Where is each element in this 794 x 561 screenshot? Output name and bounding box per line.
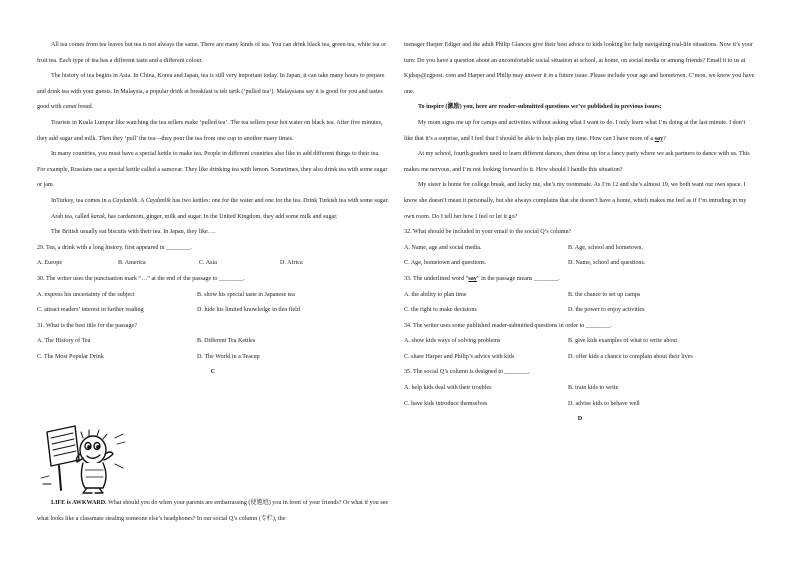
paragraph: My mom signs me up for camps and activities without asking what I want to do. I only learn what I’m doing at the last minute. I don’t like that it’s a surprise, and I feel that I should be able to help plan my time. How can I have more of a say?: [404, 119, 746, 142]
options-35: [404, 397, 756, 413]
paragraph: The history of tea begins in Asia. In China, Korea and Japan, tea is still very important today. In Japan, it can take many hours to prepare and drink tea with your guests. In Malaysia, a popular drink at breakfast is teh tarik (‘pulled tea’). Malaysians say it is good for you and tastes good with canai bread.: [37, 73, 385, 111]
paragraph: Arab tea, called karak, has cardamom, ginger, milk and sugar. In the United Kingdom, they add some milk and sugar.: [51, 213, 338, 220]
option: D. Africa: [280, 260, 303, 267]
option: C. share Harper and Philip’s advice with kids: [404, 353, 515, 360]
option: C. attract readers’ interest in further reading: [37, 307, 144, 314]
option: D. Name, school and questions.: [568, 260, 646, 267]
options-31: [37, 350, 389, 366]
option: A. the ability to plan time: [404, 291, 467, 298]
question-30: 30. The writer uses the punctuation mark “…” at the end of the passage to ________.: [37, 275, 245, 282]
paragraph: InTurkey, tea comes in a Caydanlik. A Caydanlik has two kettles: one for the water and one for the tea. Drink Turkish tea with some sugar.: [51, 197, 389, 204]
option: A. help kids deal with their troubles: [404, 385, 492, 392]
option: B. show his special taste in Japanese tea: [197, 291, 295, 298]
paragraph: Tourists in Kuala Lumpur like watching the tea sellers make ‘pulled tea’. The tea sellers pour hot water on black tea. After five minutes, they add sugar and milk. Then they ‘pull’ the tea—they pour the tea from one cup to another many times.: [37, 119, 383, 142]
options-33: [404, 303, 756, 319]
question-32: 32. What should be included in your email to the social Q’s column?: [404, 229, 572, 236]
passage-c-intro: [37, 496, 389, 527]
paragraph: LIFE is AWKWARD. What should you do when your parents are embarrassing (使尴尬) you in front of your friends? Or what if you see what looks like a classmate stealing someone else’s headphones? In our social Q’s column (专栏), the: [37, 500, 389, 522]
paragraph: The British usually eat biscuits with their tea. In Japan, they like….: [51, 229, 216, 236]
paragraph: teenager Harper Ediger and the adult Philip Glances give their best advice to kids looking for help navigating real-life situations. Now it’s your turn: Do you have a question about an uncomfortable social situation at school, at home, on social media or among friends? Email it to us at Kjdsqs@zgpost. com and Harper and Philip may answer it in a future issue. Please include your age and hometown. C’mon, we know you have one.: [404, 42, 755, 95]
underlined-word: say: [654, 135, 664, 142]
option: B. America: [118, 260, 146, 267]
option: C. The Most Popular Drink: [37, 353, 104, 360]
option: B. the chance to set up camps: [568, 291, 641, 298]
option: B. give kids examples of what to write about: [568, 338, 678, 345]
question-33: 33. The underlined word “say” in the passage means ________.: [404, 275, 560, 282]
question-29: 29. Tea, a drink with a long history, first appeared in ________.: [37, 244, 192, 251]
right-column: [404, 38, 756, 428]
option: D. The World in a Teacup: [197, 353, 260, 360]
paragraph: At my school, fourth graders need to learn different dances, then dress up for a fancy party where we ask partners to dance with us. This makes me nervous, and I’m not looking forward to it. How should I handle this situation?: [404, 151, 750, 173]
option: A. express his uncertainty of the subject: [37, 291, 135, 298]
options-33: [404, 288, 756, 304]
options-32: [404, 256, 756, 272]
options-29: [37, 256, 389, 272]
options-30: [37, 303, 389, 319]
option: B. Age, school and hometown.: [568, 244, 643, 251]
left-column: [37, 38, 389, 381]
cartoon-illustration: [37, 420, 127, 495]
option: C. have kids introduce themselves: [404, 400, 488, 407]
option: D. the power to enjoy activities: [568, 307, 645, 314]
option: D. offer kids a chance to complain about their lives: [568, 353, 693, 360]
option: D. hide his limited knowledge in this field: [197, 307, 300, 314]
option: A. show kids ways of solving problems: [404, 338, 501, 345]
option: C. Age, hometown and questions.: [404, 260, 487, 267]
options-31: [37, 334, 389, 350]
option: A. Name, age and social media.: [404, 244, 482, 251]
options-32: [404, 241, 756, 257]
section-heading-d: D: [577, 416, 583, 423]
section-heading-c: C: [210, 369, 216, 376]
option: C. Asia: [199, 260, 217, 267]
options-34: [404, 334, 756, 350]
option: B. Different Tea Kettles: [197, 338, 256, 345]
options-30: [37, 288, 389, 304]
paragraph: My sister is home for college break, and lucky me, she’s my roommate. As I’m 12 and she’s almost 19, we both want our own space. I know she doesn’t mean it personally, but she always complains that she doesn’t have a home, which makes me feel as if I’m intruding in my own room. Do I tell her how I feel or let it go?: [404, 182, 747, 220]
option: D. advise kids to behave well: [568, 400, 640, 407]
paragraph: All tea comes from tea leaves but tea is not always the same. There are many kinds of tea. You can drink black tea, green tea, white tea or fruit tea. Each type of tea has a different taste and a different colour.: [37, 42, 387, 64]
option: A. Europe: [37, 260, 63, 267]
option: C. the right to make decisions: [404, 307, 477, 314]
question-34: 34. The writer uses some published reader-submitted questions in order to ________.: [404, 322, 612, 329]
options-34: [404, 350, 756, 366]
question-31: 31. What is the best title for the passage?: [37, 322, 137, 329]
option: B. train kids to write: [568, 385, 619, 392]
question-35: 35. The social Q’s column is designed to ________.: [404, 369, 531, 376]
paragraph-inspire: To inspire (激励) you, here are reader-submitted questions we’ve published in previous issues:: [418, 104, 662, 111]
option: A. The History of Tea: [37, 338, 91, 345]
options-35: [404, 381, 756, 397]
paragraph: In many countries, you must have a special kettle to make tea. People in different countries also like to add different things to their tea. For example, Russians use a special kettle called a samovar. They like drinking tea with lemon. Sometimes, they also drink tea with some sugar or jam.: [37, 151, 388, 189]
